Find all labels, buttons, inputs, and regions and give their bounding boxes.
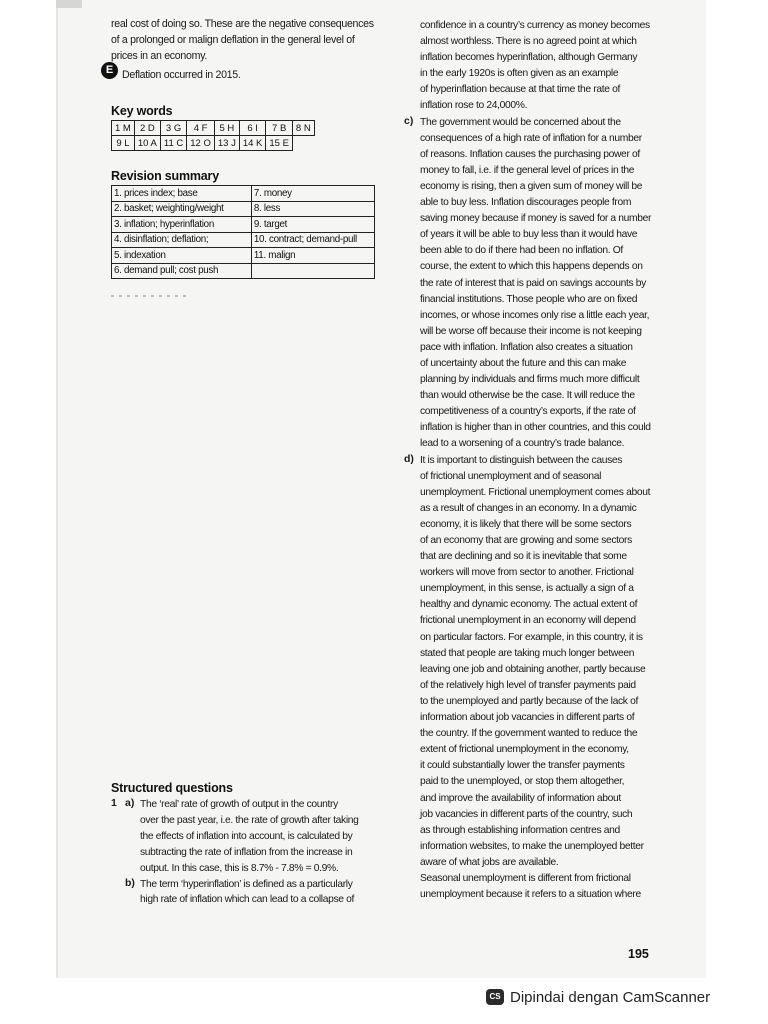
table-row <box>112 248 375 264</box>
text-line: able to buy less. Inflation discourages people from <box>420 197 632 209</box>
camscanner-watermark <box>486 987 710 1007</box>
text-line: unemployment, in this sense, is actually a sign of a <box>420 583 634 595</box>
text-line: of reasons. Inflation causes the purchasing power of <box>420 148 640 160</box>
text-line: inflation is higher than in other countries, and this could <box>420 422 651 434</box>
structured-questions-heading: Structured questions <box>111 781 233 795</box>
text-line: pace with inflation. Inflation also creates a situation <box>420 341 633 353</box>
table-cell: 8. less <box>251 201 374 217</box>
text-line: stated that people are taking much longer between <box>420 647 635 659</box>
faded-heading-remnant <box>111 295 191 297</box>
right-column <box>404 18 656 903</box>
table-cell: 14 K <box>239 136 266 151</box>
text-line: confidence in a country’s currency as money becomes <box>420 20 650 31</box>
text-line: consequences of a high rate of inflation for a number <box>420 132 642 144</box>
text-line: high rate of inflation which can lead to a collapse of <box>140 894 355 906</box>
table-row <box>112 232 375 248</box>
corner-mark <box>56 0 82 8</box>
text-line: inflation rose to 24,000%. <box>420 100 528 112</box>
text-line: job vacancies in different parts of the country, such <box>420 808 633 820</box>
text-line: economy is rising, then a given sum of money will be <box>420 180 643 192</box>
text-line: inflation becomes hyperinflation, although Germany <box>420 52 638 64</box>
table-cell: 4 F <box>187 121 215 136</box>
text-line: the rate of interest that is paid on savings accounts by <box>420 277 646 289</box>
table-cell: 9 L <box>112 136 135 151</box>
text-line: saving money because if money is saved for a number <box>420 213 652 225</box>
text-line: of frictional unemployment and of seasonal <box>420 470 602 482</box>
left-column <box>105 16 381 297</box>
text-line: in the early 1920s is often given as an example <box>420 68 619 80</box>
table-row <box>112 136 315 151</box>
camscanner-logo-icon: CS <box>486 989 504 1005</box>
text-line: The term ‘hyperinflation’ is defined as a particularly <box>140 878 353 890</box>
revision-summary-table <box>111 185 375 279</box>
table-cell: 2. basket; weighting/weight <box>112 201 252 217</box>
table-cell: 1. prices index; base <box>112 186 252 202</box>
table-cell: 2 D <box>134 121 160 136</box>
text-line: the country. If the government wanted to reduce the <box>420 728 638 740</box>
page-edge <box>56 0 58 978</box>
table-cell: 11. malign <box>251 248 374 264</box>
table-cell: 5. indexation <box>112 248 252 264</box>
text-line: frictional unemployment in an economy will depend <box>420 615 636 627</box>
continuation-text <box>111 16 381 64</box>
text-line: real cost of doing so. These are the negative consequences <box>111 18 374 30</box>
text-line: The ‘real’ rate of growth of output in the country <box>140 799 338 810</box>
table-cell: 3 G <box>160 121 186 136</box>
text-line: financial institutions. Those people who are on fixed <box>420 293 638 305</box>
text-line: output. In this case, this is 8.7% - 7.8% = 0.9%. <box>140 862 339 874</box>
text-line: Seasonal unemployment is different from frictional <box>420 872 631 884</box>
key-words-heading: Key words <box>111 104 173 118</box>
text-line: The government would be concerned about the <box>420 116 621 128</box>
key-words-table <box>111 120 315 151</box>
text-line: money to fall, i.e. if the general level of prices in the <box>420 164 635 176</box>
table-cell: 7. money <box>251 186 374 202</box>
text-line: unemployment because it refers to a situation where <box>420 889 641 901</box>
text-line: lead to a worsening of a country’s trade balance. <box>420 438 625 450</box>
question-1b <box>111 877 376 909</box>
part-label: c) <box>404 114 414 127</box>
text-line: planning by individuals and firms much more difficult <box>420 374 640 386</box>
text-line: incomes, or whose incomes only rise a little each year, <box>420 309 650 321</box>
text-line: on particular factors. For example, in this country, it is <box>420 631 643 643</box>
text-line: information about job vacancies in different parts of <box>420 712 635 724</box>
text-line: it could substantially lower the transfer payments <box>420 760 625 772</box>
text-line: will be worse off because their income is not keeping <box>420 325 642 337</box>
text-line: extent of frictional unemployment in the economy, <box>420 744 629 756</box>
text-line: as a result of changes in an economy. In a dynamic <box>420 502 637 514</box>
text-line: the effects of inflation into account, is calculated by <box>140 830 353 842</box>
text-line: of uncertainty about the future and this can make <box>420 357 627 369</box>
table-cell: 12 O <box>187 136 215 151</box>
table-row <box>112 217 375 233</box>
page-number: 195 <box>628 947 649 961</box>
text-line: and improve the availability of information about <box>420 792 621 804</box>
table-row <box>112 263 375 279</box>
text-line: to the unemployed and partly because of the lack of <box>420 695 638 707</box>
part-d-answer <box>404 452 656 904</box>
question-number: 1 <box>111 797 117 809</box>
text-line: healthy and dynamic economy. The actual extent of <box>420 599 638 611</box>
table-cell: 4. disinflation; deflation; <box>112 232 252 248</box>
text-line: that are declining and so it is inevitable that some <box>420 551 627 563</box>
part-label: d) <box>404 452 414 465</box>
table-cell <box>251 263 374 279</box>
structured-questions <box>111 781 376 908</box>
part-b-continuation <box>420 18 656 115</box>
part-e-text: Deflation occurred in 2015. <box>122 69 241 81</box>
table-cell: 8 N <box>292 121 314 136</box>
part-e-badge: E <box>101 62 118 79</box>
table-cell: 6. demand pull; cost push <box>112 263 252 279</box>
text-line: as through establishing information centres and <box>420 824 620 836</box>
text-line: course, the extent to which this happens depends on <box>420 261 643 273</box>
question-1a <box>111 797 376 877</box>
table-cell: 7 B <box>266 121 293 136</box>
text-line: of the relatively high level of transfer payments paid <box>420 679 636 691</box>
table-row <box>112 201 375 217</box>
text-line: It is important to distinguish between the causes <box>420 454 623 466</box>
table-cell: 10. contract; demand-pull <box>251 232 374 248</box>
table-cell: 3. inflation; hyperinflation <box>112 217 252 233</box>
text-line: of an economy that are growing and some sectors <box>420 535 632 546</box>
part-label: b) <box>125 876 135 889</box>
part-label: a) <box>125 797 135 809</box>
text-line: paid to the unemployed, or stop them altogether, <box>420 776 625 788</box>
part-c-answer <box>404 114 656 453</box>
table-cell: 11 C <box>160 136 186 151</box>
table-cell: 13 J <box>214 136 239 151</box>
table-cell: 6 I <box>239 121 266 136</box>
text-line: leaving one job and obtaining another, partly because <box>420 663 646 675</box>
text-line: than would otherwise be the case. It will reduce the <box>420 390 635 402</box>
table-cell: 1 M <box>112 121 135 136</box>
text-line: competitiveness of a country’s exports, if the rate of <box>420 406 636 418</box>
watermark-text: Dipindai dengan CamScanner <box>510 988 711 1006</box>
text-line: workers will move from sector to another. Frictional <box>420 567 634 579</box>
text-line: aware of what jobs are available. <box>420 856 559 868</box>
text-line: of years it will be able to buy less than it would have <box>420 229 638 241</box>
text-line: economy, it is likely that there will be some sectors <box>420 518 632 530</box>
text-line: of hyperinflation because at that time the rate of <box>420 84 621 96</box>
text-line: subtracting the rate of inflation from the increase in <box>140 846 353 858</box>
text-line: of a prolonged or malign deflation in the general level of <box>111 34 355 46</box>
text-line: been able to do if there had been no inflation. Of <box>420 245 623 257</box>
text-line: almost worthless. There is no agreed point at which <box>420 36 637 48</box>
table-row <box>112 121 315 136</box>
table-cell: 15 E <box>266 136 293 151</box>
text-line: over the past year, i.e. the rate of growth after taking <box>140 814 359 826</box>
part-e-answer <box>105 64 381 83</box>
text-line: prices in an economy. <box>111 50 207 62</box>
revision-summary-heading: Revision summary <box>111 169 219 183</box>
table-row <box>112 186 375 202</box>
text-line: unemployment. Frictional unemployment comes about <box>420 486 651 498</box>
table-cell: 5 H <box>214 121 239 136</box>
table-cell: 9. target <box>251 217 374 233</box>
text-line: information websites, to make the unemployed better <box>420 840 644 852</box>
table-cell: 10 A <box>134 136 160 151</box>
